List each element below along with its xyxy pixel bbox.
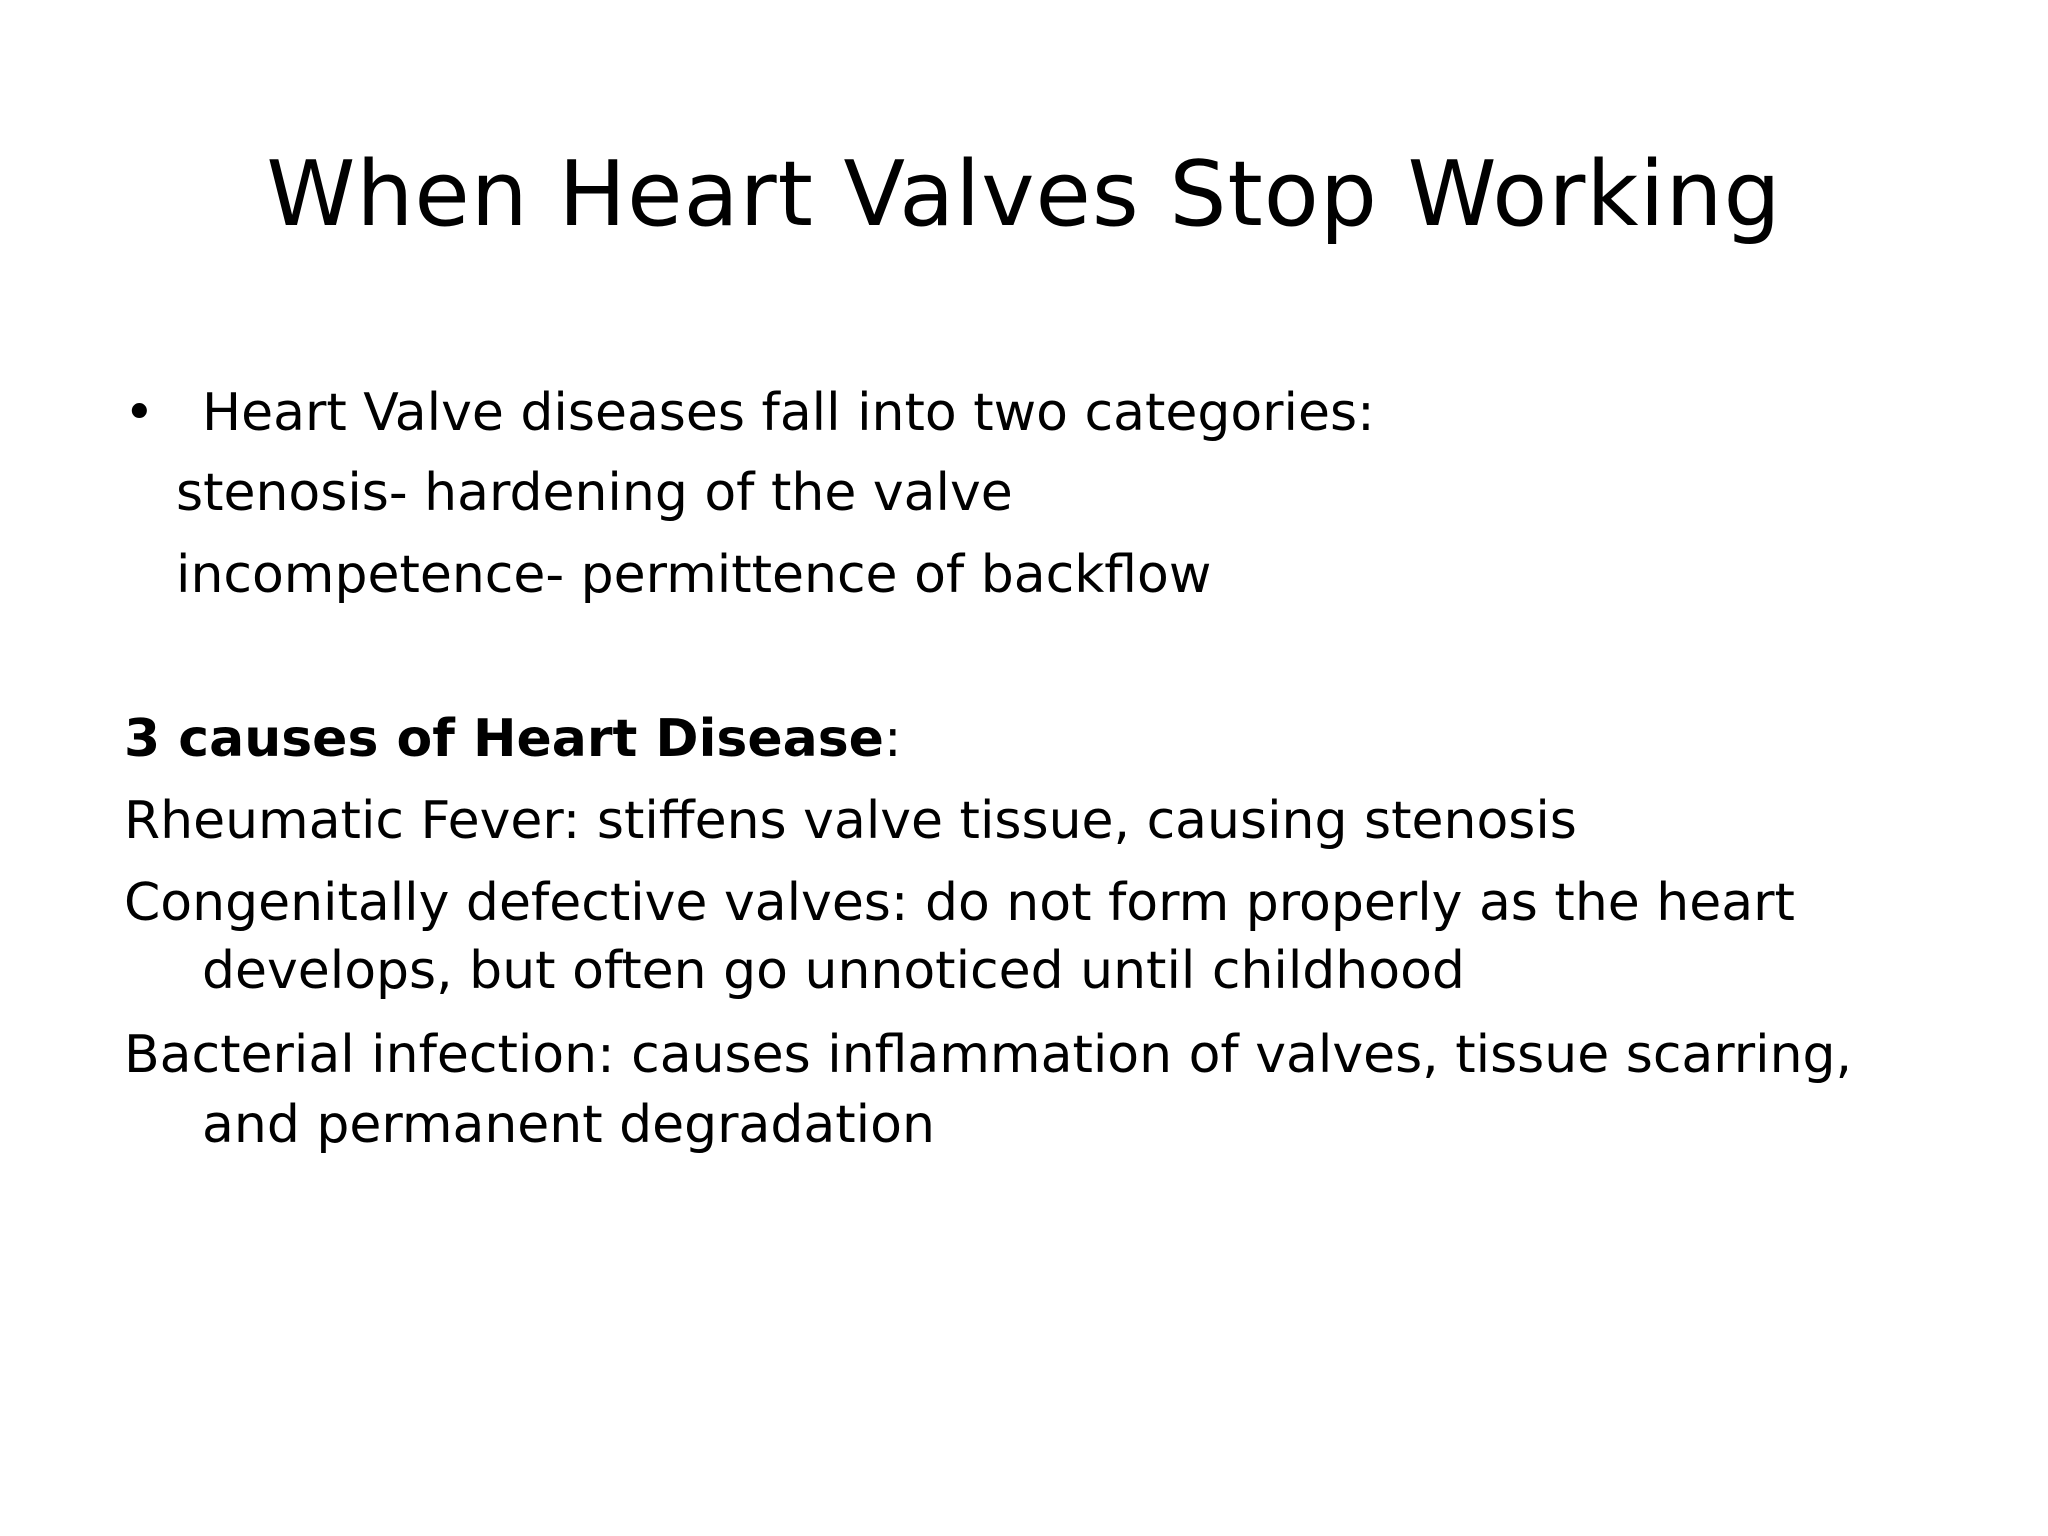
bullet-text: Heart Valve diseases fall into two categories: <box>202 383 1375 443</box>
sub-item-incompetence: incompetence- permittence of backflow <box>176 545 1212 605</box>
causes-heading-colon: : <box>883 709 902 769</box>
causes-heading <box>124 708 901 770</box>
causes-heading-text: 3 causes of Heart Disease <box>124 709 884 769</box>
cause-congenital-line1: Congenitally defective valves: do not form properly as the heart <box>124 873 1795 933</box>
cause-bacterial-line1: Bacterial infection: causes inflammation of valves, tissue scarring, <box>124 1025 1853 1085</box>
cause-bacterial-line2: and permanent degradation <box>202 1095 935 1155</box>
sub-item-stenosis: stenosis- hardening of the valve <box>176 463 1013 523</box>
slide-title: When Heart Valves Stop Working <box>266 142 1782 247</box>
cause-congenital-line2: develops, but often go unnoticed until childhood <box>202 941 1465 1001</box>
cause-rheumatic-fever: Rheumatic Fever: stiffens valve tissue, causing stenosis <box>124 791 1577 851</box>
bullet-marker: • <box>124 383 155 443</box>
